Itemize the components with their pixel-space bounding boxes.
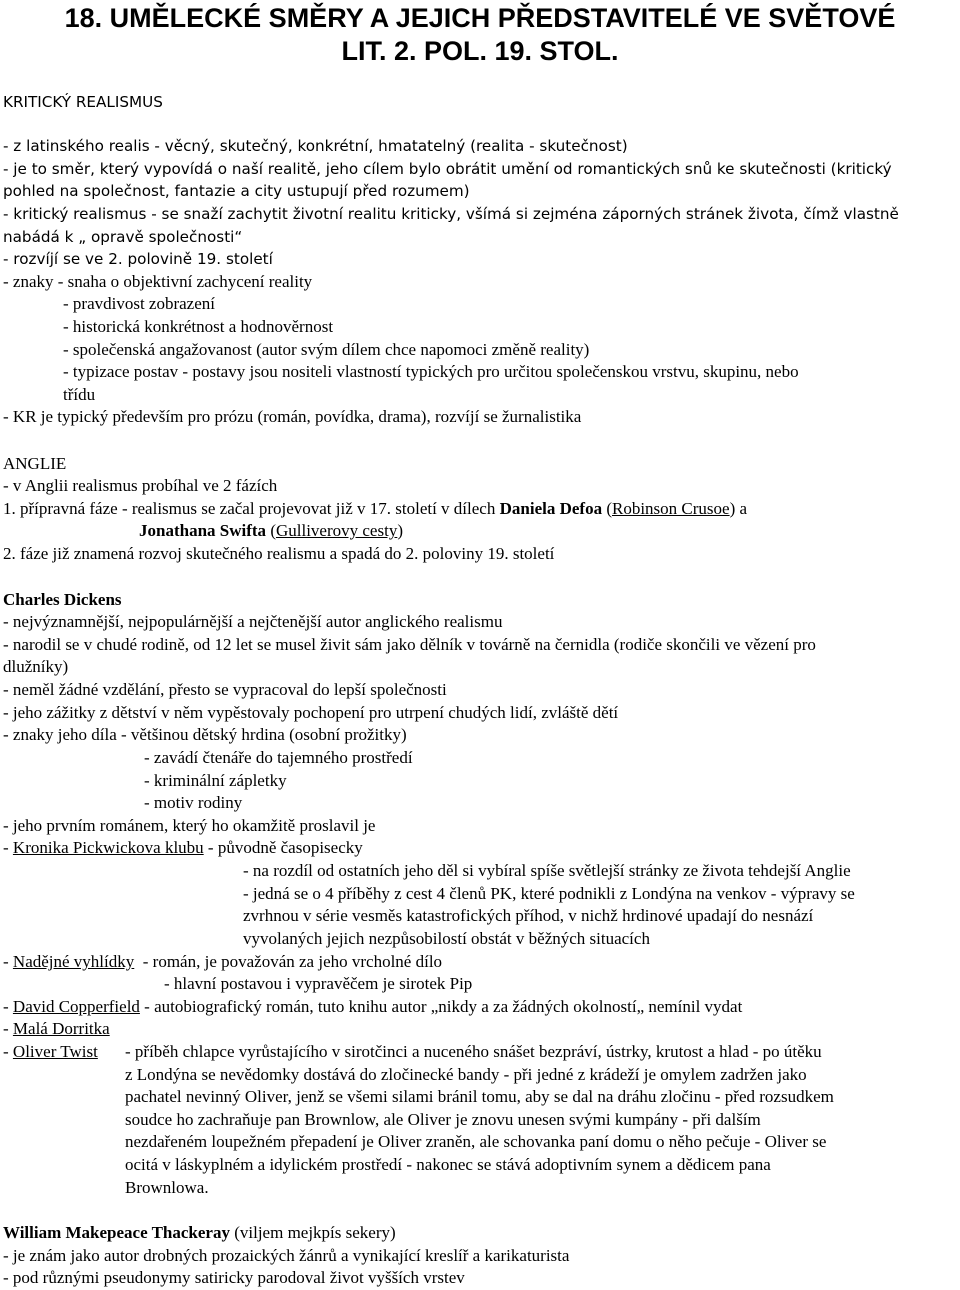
- author-heading-dickens: Charles Dickens: [3, 590, 122, 609]
- text-line: pohled na společnost, fantazie a city ustupují před rozumem): [3, 182, 470, 200]
- text-line: - Oliver Twist: [3, 1042, 98, 1061]
- text-line: - hlavní postavou i vypravěčem je sirotek Pip: [164, 974, 473, 993]
- work-title: Robinson Crusoe: [612, 499, 730, 518]
- text-line: - společenská angažovanost (autor svým dílem chce napomoci změně reality): [63, 340, 590, 359]
- text-line: - je znám jako autor drobných prozaických žánrů a vynikající kreslíř a karikaturista: [3, 1246, 570, 1265]
- text-line: - rozvíjí se ve 2. polovině 19. století: [3, 250, 273, 268]
- text-line: ocitá v láskyplném a idylickém prostředí - nakonec se stává adoptivním synem a dědicem pana: [125, 1155, 771, 1174]
- text-line: 2. fáze již znamená rozvoj skutečného realismu a spadá do 2. poloviny 19. století: [3, 544, 555, 563]
- work-title: Malá Dorritka: [12, 1019, 110, 1038]
- text-line: - neměl žádné vzdělání, přesto se vypracoval do lepší společnosti: [3, 680, 447, 699]
- text-line: - typizace postav - postavy jsou nositeli vlastností typických pro určitou společenskou vrstvu, skupinu, nebo: [63, 362, 799, 381]
- text-line: - příběh chlapce vyrůstajícího v sirotčinci a nuceného snášet bezpráví, ústrky, krutost a hlad - po útěku: [125, 1042, 822, 1061]
- text-line: 1. přípravná fáze - realismus se začal projevovat již v 17. století v dílech Daniela Defoa (Robinson Crusoe) a: [3, 499, 748, 518]
- text-line: - kritický realismus - se snaží zachytit životní realitu kriticky, všímá si zejména záporných stránek života, čímž vlastně: [3, 205, 899, 223]
- text-line: - znaky jeho díla - většinou dětský hrdina (osobní prožitky): [3, 725, 407, 744]
- work-title: Gulliverovy cesty: [275, 521, 398, 540]
- text-line: - je to směr, který vypovídá o naší realitě, jeho cílem bylo obrátit umění od romantických snů ke skutečnosti (kritický: [3, 160, 892, 178]
- page-title-line-2: LIT. 2. POL. 19. STOL.: [341, 36, 619, 66]
- text-line: - Nadějné vyhlídky - román, je považován za jeho vrcholné dílo: [3, 952, 443, 971]
- text-line: - zavádí čtenáře do tajemného prostředí: [144, 748, 413, 767]
- author-name: Jonathana Swifta: [139, 521, 267, 540]
- text-line: - z latinského realis - věcný, skutečný, konkrétní, hmatatelný (realita - skutečnost): [3, 137, 628, 155]
- phase-label: 1. přípravná fáze: [3, 499, 118, 518]
- text-line: třídu: [63, 385, 96, 404]
- text-line: - kriminální zápletky: [144, 771, 287, 790]
- work-title: Nadějné vyhlídky: [12, 952, 135, 971]
- text-line: - KR je typický především pro prózu (román, povídka, drama), rozvíjí se žurnalistika: [3, 407, 582, 426]
- text-line: z Londýna se nevědomky dostává do zločinecké bandy - při jedné z krádeží je omylem zadržen jako: [125, 1065, 807, 1084]
- text-line: nabádá k „ opravě společnosti“: [3, 228, 243, 246]
- text-line: - pod různými pseudonymy satiricky parodoval život vyšších vrstev: [3, 1268, 465, 1287]
- text-line: soudce ho zachraňuje pan Brownlow, ale Oliver je znovu unesen svými kumpány - při dalším: [125, 1110, 761, 1129]
- page-title-line-1: 18. UMĚLECKÉ SMĚRY A JEJICH PŘEDSTAVITELÉ VE SVĚTOVÉ: [64, 3, 896, 33]
- text-line: - historická konkrétnost a hodnověrnost: [63, 317, 334, 336]
- work-title: Oliver Twist: [12, 1042, 98, 1061]
- author-name: Daniela Defoa: [499, 499, 603, 518]
- section-heading-anglie: ANGLIE: [3, 454, 67, 473]
- text-line: vyvolaných jejich nezpůsobilostí obstát v běžných situacích: [243, 929, 650, 948]
- text-line: - nejvýznamnější, nejpopulárnější a nejčtenější autor anglického realismu: [3, 612, 503, 631]
- text-line: Jonathana Swifta (Gulliverovy cesty): [139, 521, 403, 540]
- text-line: - Malá Dorritka: [3, 1019, 110, 1038]
- text-line: - David Copperfield - autobiografický román, tuto knihu autor „nikdy a za žádných okolností„ nemínil vydat: [3, 997, 743, 1016]
- text-line: - narodil se v chudé rodině, od 12 let se musel živit sám jako dělník v továrně na černidla (rodiče skončili ve vězení pro: [3, 635, 816, 654]
- text-line: pachatel nevinný Oliver, jenž se všemi silami bránil tomu, aby se dal na dráhu zločinu - před rozsudkem: [125, 1087, 834, 1106]
- text-line: - znaky - snaha o objektivní zachycení reality: [3, 272, 313, 291]
- text-line: - jeho prvním románem, který ho okamžitě proslavil je: [3, 816, 376, 835]
- work-title: David Copperfield: [12, 997, 140, 1016]
- text-line: - pravdivost zobrazení: [63, 294, 215, 313]
- text-line: dlužníky): [3, 657, 69, 676]
- author-heading-thackeray: William Makepeace Thackeray (viljem mejkpís sekery): [3, 1223, 396, 1242]
- text-line: nezdařeném loupežném přepadení je Oliver zraněn, ale schovanka paní domu o něho pečuje - Oliver se: [125, 1132, 827, 1151]
- section-heading-kriticky-realismus: KRITICKÝ REALISMUS: [3, 93, 163, 111]
- text-line: - Kronika Pickwickova klubu - původně časopisecky: [3, 838, 363, 857]
- text-line: - jeho zážitky z dětství v něm vypěstovaly pochopení pro utrpení chudých lidí, zvláště dětí: [3, 703, 619, 722]
- text-line: - v Anglii realismus probíhal ve 2 fázích: [3, 476, 278, 495]
- work-title: Kronika Pickwickova klubu: [12, 838, 204, 857]
- text-line: - jedná se o 4 příběhy z cest 4 členů PK, které podnikli z Londýna na venkov - výpravy se: [243, 884, 855, 903]
- text-line: Brownlowa.: [125, 1178, 209, 1197]
- text-line: - motiv rodiny: [144, 793, 243, 812]
- text-line: - na rozdíl od ostatních jeho děl si vybíral spíše světlejší stránky ze života tehdejší Anglie: [243, 861, 851, 880]
- text-line: zvrhnou v série vesměs katastrofických příhod, v nichž hrdinové upadají do nesnází: [243, 906, 814, 925]
